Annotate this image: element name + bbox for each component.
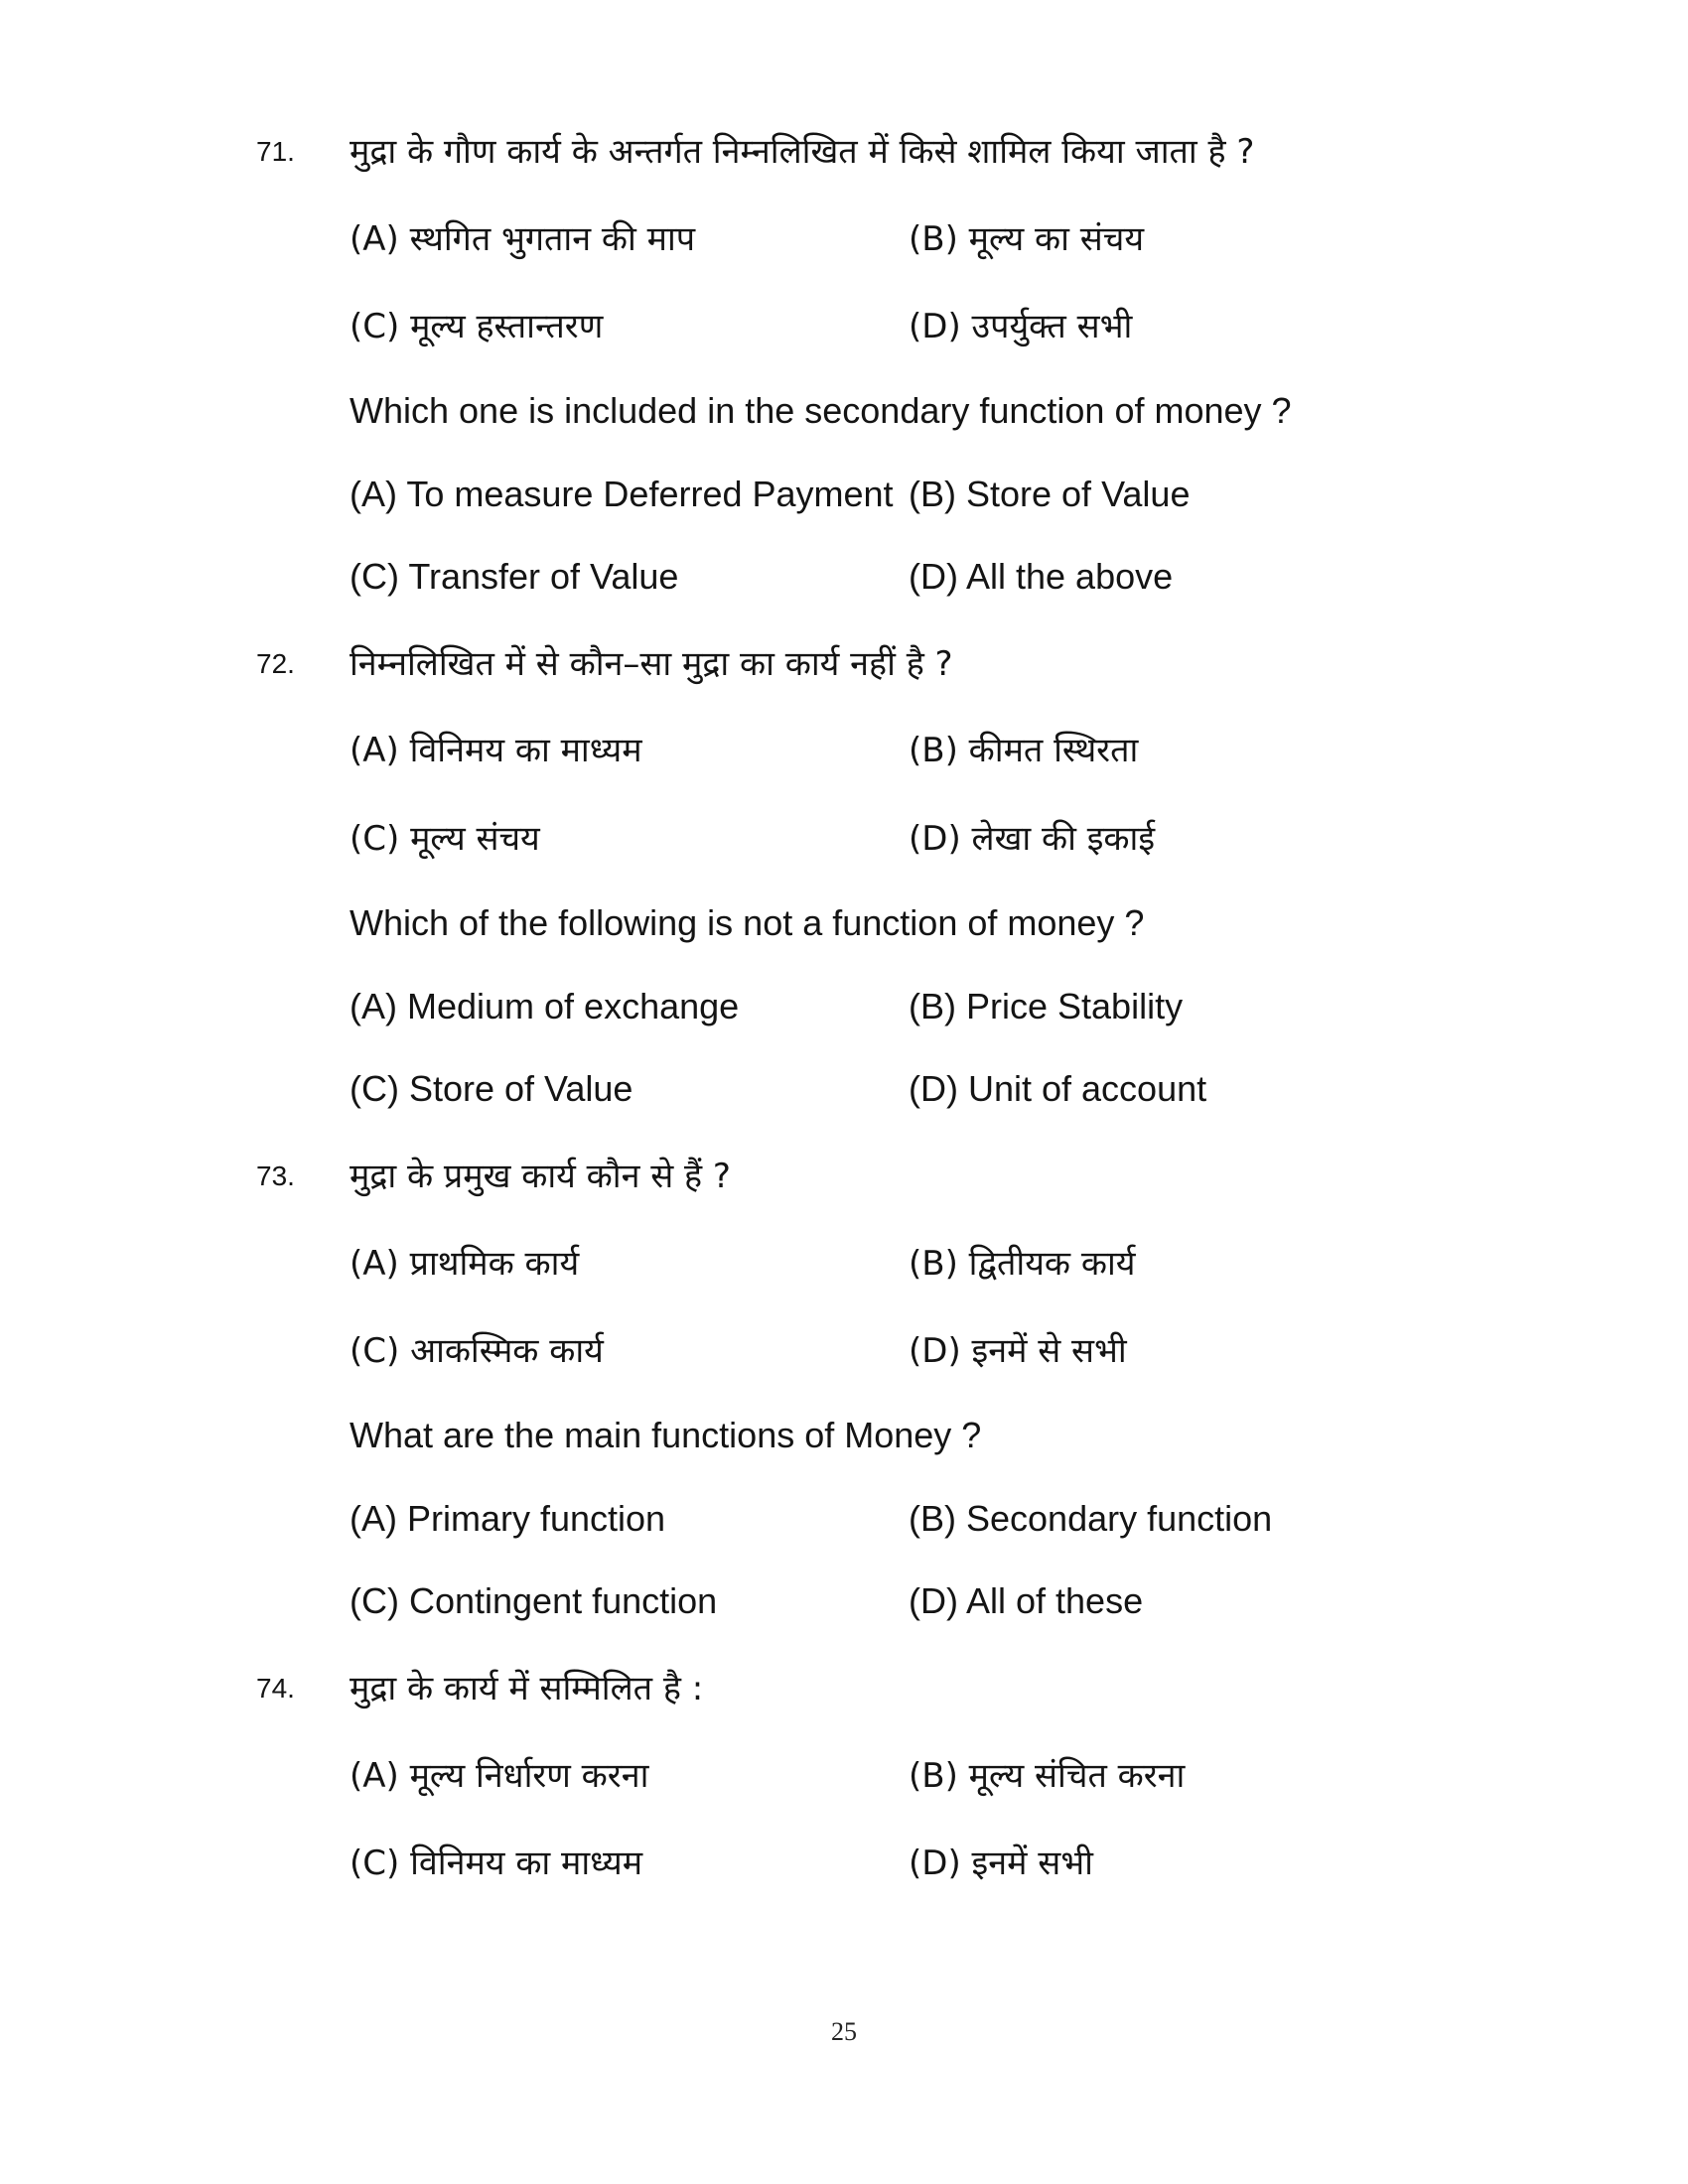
- option-d-english: (D) All of these: [909, 1580, 1144, 1621]
- option-a-hindi: (A) प्राथमिक कार्य: [350, 1244, 580, 1284]
- option-d-english: (D) Unit of account: [909, 1068, 1207, 1109]
- option-c-hindi: (C) आकस्मिक कार्य: [350, 1331, 604, 1371]
- option-a-english: (A) Primary function: [350, 1498, 666, 1539]
- option-c-hindi: (C) विनिमय का माध्यम: [350, 1843, 643, 1883]
- question-text-hindi: मुद्रा के प्रमुख कार्य कौन से हैं ?: [350, 1157, 731, 1196]
- option-c-english: (C) Contingent function: [350, 1580, 718, 1621]
- option-d-hindi: (D) लेखा की इकाई: [909, 819, 1156, 859]
- option-b-hindi: (B) कीमत स्थिरता: [909, 731, 1139, 770]
- option-d-hindi: (D) उपर्युक्त सभी: [909, 307, 1133, 346]
- question-number: 74.: [256, 1673, 295, 1704]
- question-text-english: What are the main functions of Money ?: [350, 1415, 982, 1455]
- option-c-hindi: (C) मूल्य संचय: [350, 819, 540, 859]
- option-d-hindi: (D) इनमें सभी: [909, 1843, 1093, 1883]
- question-text-english: Which one is included in the secondary function of money ?: [350, 390, 1292, 431]
- question-text-english: Which of the following is not a function of money ?: [350, 902, 1145, 943]
- option-c-english: (C) Transfer of Value: [350, 556, 679, 597]
- option-b-hindi: (B) द्वितीयक कार्य: [909, 1244, 1136, 1284]
- option-c-hindi: (C) मूल्य हस्तान्तरण: [350, 307, 604, 346]
- option-b-english: (B) Price Stability: [909, 986, 1184, 1026]
- option-a-english: (A) Medium of exchange: [350, 986, 740, 1026]
- question-number: 72.: [256, 648, 295, 679]
- option-c-english: (C) Store of Value: [350, 1068, 633, 1109]
- option-a-hindi: (A) विनिमय का माध्यम: [350, 731, 642, 770]
- question-text-hindi: मुद्रा के कार्य में सम्मिलित है :: [350, 1669, 704, 1708]
- question-number: 71.: [256, 136, 295, 167]
- question-text-hindi: मुद्रा के गौण कार्य के अन्तर्गत निम्नलिखित में किसे शामिल किया जाता है ?: [350, 132, 1255, 172]
- option-d-hindi: (D) इनमें से सभी: [909, 1331, 1127, 1371]
- question-text-hindi: निम्नलिखित में से कौन–सा मुद्रा का कार्य नहीं है ?: [350, 644, 953, 684]
- option-b-hindi: (B) मूल्य का संचय: [909, 219, 1145, 259]
- page-number: 25: [831, 2017, 857, 2046]
- option-a-hindi: (A) स्थगित भुगतान की माप: [350, 219, 696, 259]
- option-a-hindi: (A) मूल्य निर्धारण करना: [350, 1756, 649, 1796]
- option-b-hindi: (B) मूल्य संचित करना: [909, 1756, 1186, 1796]
- option-b-english: (B) Secondary function: [909, 1498, 1273, 1539]
- option-b-english: (B) Store of Value: [909, 474, 1191, 514]
- question-number: 73.: [256, 1160, 295, 1191]
- option-a-english: (A) To measure Deferred Payment: [350, 474, 894, 514]
- option-d-english: (D) All the above: [909, 556, 1174, 597]
